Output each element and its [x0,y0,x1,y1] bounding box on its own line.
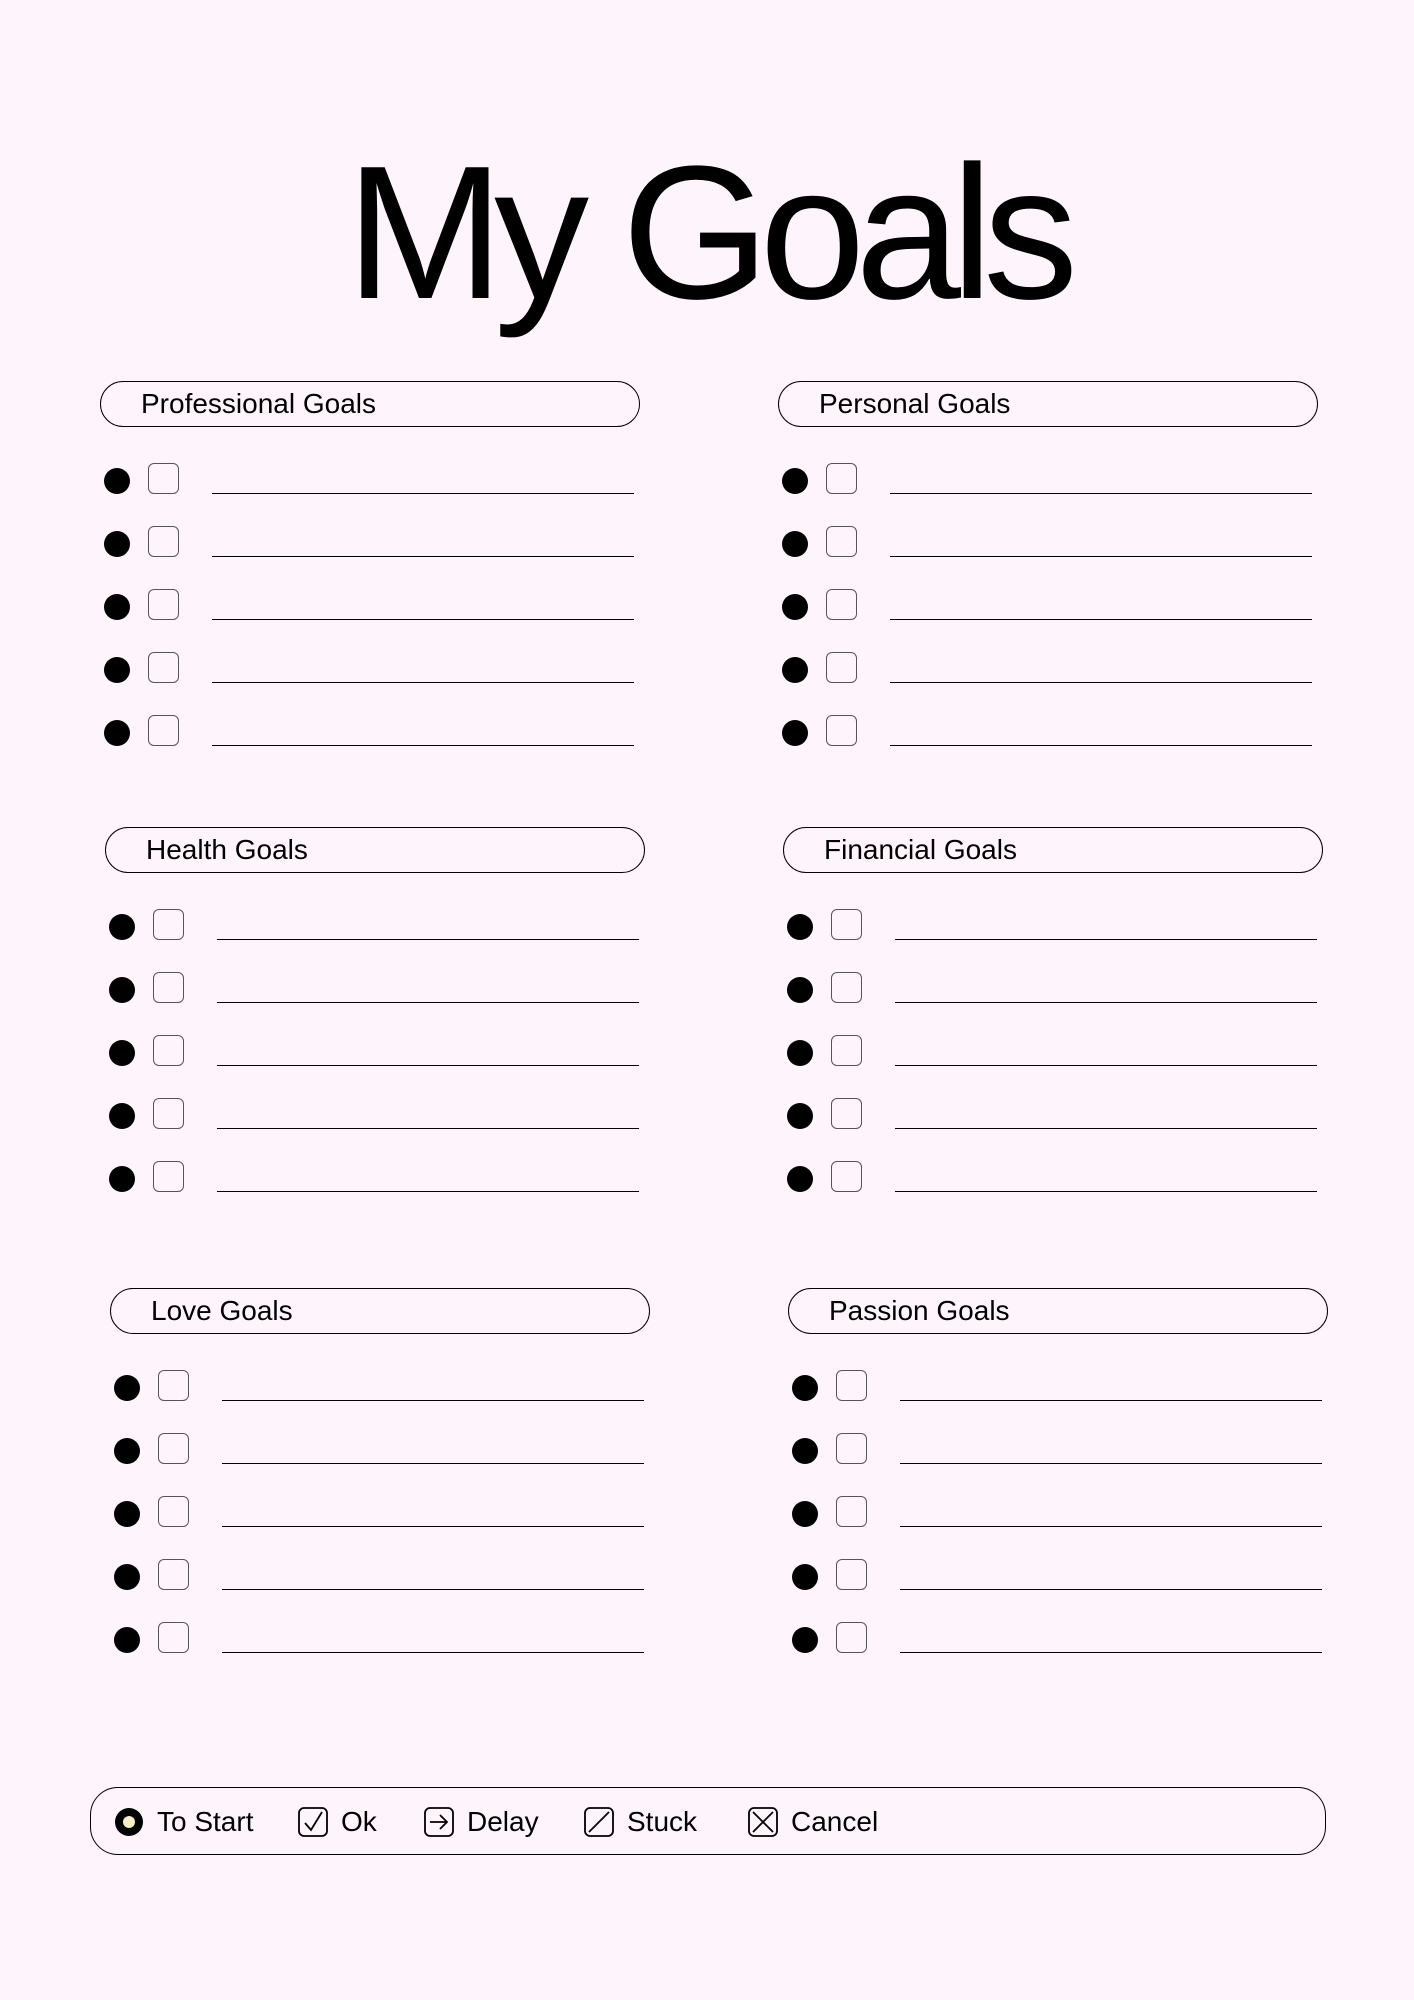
check-box-icon [297,1806,329,1838]
goal-row [105,1161,645,1224]
goal-checkbox[interactable] [158,1370,189,1401]
goal-row [788,1622,1328,1685]
goal-row [105,1098,645,1161]
goal-list [100,463,640,778]
bullet-dot-icon [109,1040,135,1066]
bullet-dot-icon [114,1438,140,1464]
goal-checkbox[interactable] [148,589,179,620]
goal-row [778,463,1318,526]
goal-text-line[interactable] [217,1191,639,1192]
goal-checkbox[interactable] [831,972,862,1003]
goal-row [105,909,645,972]
radio-dot-icon [113,1806,145,1838]
legend-item-to-start [113,1788,253,1856]
goal-text-line[interactable] [222,1589,644,1590]
goal-text-line[interactable] [222,1526,644,1527]
section-header: Financial Goals [783,827,1323,873]
slash-box-icon [583,1806,615,1838]
bullet-dot-icon [109,1166,135,1192]
goal-text-line[interactable] [890,493,1312,494]
goal-row [778,589,1318,652]
bullet-dot-icon [782,468,808,494]
goal-text-line[interactable] [890,556,1312,557]
bullet-dot-icon [787,1166,813,1192]
goal-text-line[interactable] [217,939,639,940]
goal-row [110,1559,650,1622]
goal-row [100,526,640,589]
goal-checkbox[interactable] [831,1161,862,1192]
section-love-goals [110,1288,650,1685]
bullet-dot-icon [787,1040,813,1066]
status-legend [90,1787,1326,1855]
goal-text-line[interactable] [890,682,1312,683]
goal-checkbox[interactable] [148,715,179,746]
bullet-dot-icon [792,1501,818,1527]
goal-row [110,1622,650,1685]
legend-item-cancel [747,1788,878,1856]
goal-checkbox[interactable] [158,1559,189,1590]
goal-list [110,1370,650,1685]
goal-checkbox[interactable] [836,1370,867,1401]
bullet-dot-icon [109,914,135,940]
goal-text-line[interactable] [895,1128,1317,1129]
goal-text-line[interactable] [900,1652,1322,1653]
page-title: My Goals [345,127,1069,339]
goal-text-line[interactable] [895,939,1317,940]
goal-text-line[interactable] [217,1002,639,1003]
goal-row [110,1433,650,1496]
goal-row [100,715,640,778]
goal-checkbox[interactable] [826,589,857,620]
goal-row [110,1496,650,1559]
goal-checkbox[interactable] [153,972,184,1003]
bullet-dot-icon [114,1501,140,1527]
goal-checkbox[interactable] [836,1622,867,1653]
goal-checkbox[interactable] [148,463,179,494]
goal-text-line[interactable] [217,1128,639,1129]
section-header: Love Goals [110,1288,650,1334]
goal-checkbox[interactable] [153,1035,184,1066]
goal-checkbox[interactable] [826,715,857,746]
goal-row [788,1496,1328,1559]
goal-row [783,972,1323,1035]
goal-checkbox[interactable] [153,909,184,940]
legend-label: Stuck [627,1806,698,1837]
section-financial-goals [783,827,1323,1224]
arrow-box-icon [423,1806,455,1838]
goal-checkbox[interactable] [826,463,857,494]
goal-text-line[interactable] [212,682,634,683]
goal-text-line[interactable] [895,1191,1317,1192]
bullet-dot-icon [782,657,808,683]
goal-list [783,909,1323,1224]
goal-text-line[interactable] [222,1400,644,1401]
x-box-icon [747,1806,779,1838]
section-header: Passion Goals [788,1288,1328,1334]
goal-text-line[interactable] [890,745,1312,746]
goal-text-line[interactable] [895,1065,1317,1066]
legend-label: Ok [341,1806,377,1837]
goal-row [788,1370,1328,1433]
goal-checkbox[interactable] [836,1496,867,1527]
goal-checkbox[interactable] [826,526,857,557]
bullet-dot-icon [104,594,130,620]
section-professional-goals [100,381,640,778]
goal-text-line[interactable] [222,1652,644,1653]
goal-text-line[interactable] [900,1589,1322,1590]
goal-text-line[interactable] [900,1526,1322,1527]
goal-row [778,715,1318,778]
goal-checkbox[interactable] [836,1433,867,1464]
goal-row [778,652,1318,715]
goal-text-line[interactable] [222,1463,644,1464]
bullet-dot-icon [787,914,813,940]
goal-checkbox[interactable] [158,1433,189,1464]
goal-row [105,1035,645,1098]
goal-text-line[interactable] [212,619,634,620]
bullet-dot-icon [782,531,808,557]
goal-list [788,1370,1328,1685]
legend-item-stuck [583,1788,697,1856]
goal-checkbox[interactable] [836,1559,867,1590]
goal-checkbox[interactable] [158,1496,189,1527]
bullet-dot-icon [114,1375,140,1401]
legend-label: Cancel [791,1806,879,1837]
goal-row [783,1161,1323,1224]
goal-text-line[interactable] [890,619,1312,620]
bullet-dot-icon [114,1627,140,1653]
goal-checkbox[interactable] [831,1098,862,1129]
goal-text-line[interactable] [895,1002,1317,1003]
goal-checkbox[interactable] [831,909,862,940]
goal-list [105,909,645,1224]
legend-item-ok [297,1788,377,1856]
goal-row [788,1559,1328,1622]
goal-checkbox[interactable] [153,1098,184,1129]
goal-checkbox[interactable] [826,652,857,683]
goal-row [100,463,640,526]
goal-row [100,589,640,652]
section-header: Professional Goals [100,381,640,427]
goal-row [105,972,645,1035]
goal-row [110,1370,650,1433]
section-personal-goals [778,381,1318,778]
goal-list [778,463,1318,778]
section-header: Personal Goals [778,381,1318,427]
bullet-dot-icon [792,1438,818,1464]
bullet-dot-icon [792,1564,818,1590]
bullet-dot-icon [104,468,130,494]
section-passion-goals [788,1288,1328,1685]
goal-text-line[interactable] [212,745,634,746]
bullet-dot-icon [787,1103,813,1129]
bullet-dot-icon [109,977,135,1003]
bullet-dot-icon [114,1564,140,1590]
goal-row [783,909,1323,972]
goal-text-line[interactable] [900,1400,1322,1401]
bullet-dot-icon [782,594,808,620]
goal-text-line[interactable] [212,556,634,557]
goal-checkbox[interactable] [831,1035,862,1066]
bullet-dot-icon [792,1627,818,1653]
bullet-dot-icon [787,977,813,1003]
goal-row [783,1098,1323,1161]
goal-row [100,652,640,715]
goal-checkbox[interactable] [153,1161,184,1192]
bullet-dot-icon [104,531,130,557]
section-header: Health Goals [105,827,645,873]
section-health-goals [105,827,645,1224]
bullet-dot-icon [782,720,808,746]
goal-text-line[interactable] [900,1463,1322,1464]
goal-text-line[interactable] [212,493,634,494]
bullet-dot-icon [109,1103,135,1129]
goal-checkbox[interactable] [158,1622,189,1653]
legend-item-delay [423,1788,539,1856]
bullet-dot-icon [792,1375,818,1401]
goal-row [783,1035,1323,1098]
goal-checkbox[interactable] [148,526,179,557]
bullet-dot-icon [104,657,130,683]
goal-checkbox[interactable] [148,652,179,683]
bullet-dot-icon [104,720,130,746]
legend-label: To Start [157,1806,254,1837]
goal-row [788,1433,1328,1496]
legend-label: Delay [467,1806,539,1837]
goal-text-line[interactable] [217,1065,639,1066]
goal-row [778,526,1318,589]
